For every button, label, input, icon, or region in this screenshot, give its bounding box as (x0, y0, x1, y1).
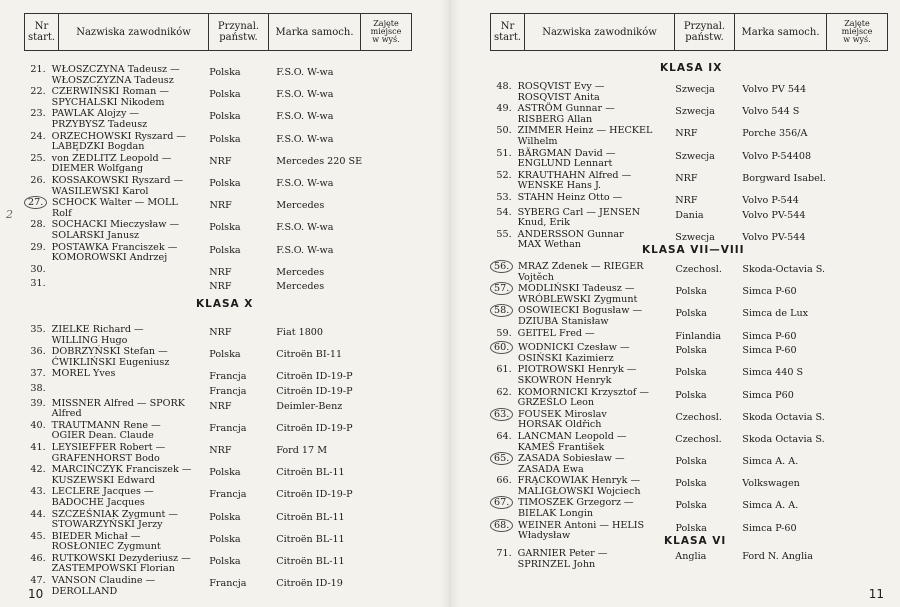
entries-list (24, 65, 424, 294)
start-number: 63. (490, 408, 513, 421)
car-make: Citroën BL-11 (276, 555, 345, 567)
country: NRF (209, 266, 232, 278)
start-number: 43. (30, 486, 46, 498)
car-make: Volkswagen (742, 478, 800, 490)
driver-name: GARNIER Peter — (517, 548, 608, 559)
entry-row (490, 149, 890, 170)
entry-row (490, 343, 890, 364)
start-number: 40. (30, 419, 46, 431)
country: Szwecja (675, 150, 715, 162)
entry-row (24, 132, 424, 153)
driver-name: GEITEL Fred — (517, 327, 595, 339)
start-number: 58. (490, 304, 513, 317)
entry-row (490, 410, 890, 431)
driver-name: BADOCHE Jacques (51, 496, 145, 508)
country: Polska (209, 533, 241, 545)
country: Francja (209, 371, 247, 383)
country: Polska (209, 111, 241, 123)
country: Polska (209, 67, 241, 78)
entry-row (24, 176, 424, 197)
driver-name: WRÓBLEWSKI Zygmunt (518, 293, 638, 305)
start-number: 26. (30, 174, 46, 186)
car-make: F.S.O. W-wa (276, 244, 334, 256)
driver-name: DOBRZYŃSKI Stefan — (51, 346, 168, 358)
entry-row (24, 87, 424, 108)
country: Szwecja (675, 106, 715, 118)
start-number: 60. (490, 341, 513, 354)
driver-name: WEINER Antoni — HELIS (518, 519, 645, 531)
start-number: 39. (30, 397, 46, 409)
driver-name: TRAUTMANN Rene — (51, 419, 161, 431)
entry-row (490, 476, 890, 497)
entry-row (490, 104, 890, 125)
entry-row (24, 465, 424, 486)
start-number: 59. (496, 327, 512, 339)
driver-name: MALIGŁOWSKI Wojciech (517, 485, 641, 497)
entry-row (490, 498, 890, 519)
driver-name: LABĘDZKI Bogdan (51, 141, 145, 153)
driver-name: KRAUTHAHN Alfred — (517, 169, 632, 181)
start-number: 71. (496, 548, 512, 559)
start-number: 50. (496, 125, 512, 137)
car-make: Simca P-60 (742, 286, 797, 298)
car-make: Volvo PV-544 (742, 209, 806, 221)
start-number: 57. (490, 282, 513, 295)
driver-name: Vojtěch (518, 271, 554, 283)
entry-row (24, 65, 424, 86)
driver-name: WASILEWSKI Karol (51, 185, 149, 197)
driver-name: Alfred (51, 408, 82, 420)
header-place: Zajęte miejsce w wyś. (841, 19, 873, 44)
car-make: Volvo P-544 (742, 194, 799, 206)
car-make: Deimler-Benz (276, 400, 343, 412)
entry-row (24, 576, 424, 597)
driver-name: SYBERG Carl — JENSEN (517, 206, 641, 218)
driver-name: ZASADA Sobiesław — (518, 453, 625, 465)
driver-name: FRĄCKOWIAK Henryk — (517, 475, 641, 487)
country: Polska (209, 89, 241, 101)
start-number: 30. (30, 263, 46, 275)
header-country: Przynal. państw. (217, 21, 260, 43)
table-header (490, 13, 888, 51)
driver-name: POSTAWKA Franciszek — (51, 241, 178, 253)
car-make: F.S.O. W-wa (276, 177, 334, 189)
start-number: 66. (496, 475, 512, 487)
start-number: 55. (496, 228, 512, 240)
country: NRF (209, 327, 232, 338)
start-number: 62. (496, 386, 512, 398)
driver-name: KOMORNICKI Krzysztof — (517, 386, 649, 398)
class-heading: KLASA X (196, 298, 254, 310)
country: Polska (675, 389, 707, 401)
car-make: Simca P-60 (742, 330, 797, 342)
car-make: Mercedes (276, 200, 325, 212)
entry-row (24, 399, 424, 420)
driver-name: DEROLLAND (51, 585, 118, 597)
car-make: Citroën BL-11 (276, 467, 345, 479)
driver-name: SZCZEŚNIAK Zygmunt — (51, 508, 179, 520)
entries-list (490, 549, 890, 571)
car-make: Volvo PV-544 (742, 231, 806, 243)
driver-name: von ZEDLITZ Leopold — (51, 152, 172, 164)
driver-name: OSOWIECKI Bogusław — (518, 305, 643, 317)
driver-name: SPRINZEL John (517, 558, 596, 570)
driver-name: DZIUBA Stanisław (518, 315, 609, 327)
driver-name: Knud, Erik (517, 217, 570, 229)
driver-name: ĆWIKLIŃSKI Eugeniusz (51, 356, 170, 368)
country: Francja (209, 489, 247, 501)
country: Finlandia (675, 330, 722, 342)
car-make: Simca A. A. (742, 456, 799, 468)
class-heading: KLASA IX (660, 62, 723, 74)
driver-name: ORZECHOWSKI Ryszard — (51, 130, 186, 142)
start-number: 35. (30, 324, 46, 335)
driver-name: HORSAK Oldřich (518, 419, 602, 431)
car-make: Citroën ID-19-P (276, 422, 353, 434)
entry-row (24, 220, 424, 241)
start-number: 49. (496, 103, 512, 115)
car-make: F.S.O. W-wa (276, 133, 334, 145)
driver-name: MODLIŃSKI Tadeusz — (518, 283, 635, 295)
country: Polska (209, 244, 241, 256)
car-make: Skoda Octavia S. (742, 411, 825, 423)
start-number: 21. (30, 64, 46, 75)
start-number: 42. (30, 464, 46, 476)
margin-mark: 2 (6, 208, 13, 221)
driver-name: KAMEŠ František (517, 441, 605, 453)
car-make: Citroën ID-19 (276, 578, 343, 590)
start-number: 38. (30, 382, 46, 394)
car-make: Citroën BL-11 (276, 533, 345, 545)
entry-row (24, 443, 424, 464)
country: Czechosl. (675, 264, 722, 275)
country: Polska (675, 345, 707, 357)
header-car: Marka samoch. (741, 26, 820, 38)
entry-row (24, 347, 424, 368)
driver-name: SCHOCK Walter — MOLL (52, 197, 178, 209)
car-make: F.S.O. W-wa (276, 67, 334, 78)
car-make: Mercedes (276, 266, 325, 278)
start-number: 28. (30, 219, 46, 231)
start-number: 56. (490, 260, 513, 273)
car-make: F.S.O. W-wa (276, 111, 334, 123)
driver-name: DIEMER Wolfgang (51, 163, 144, 175)
driver-name (52, 265, 210, 276)
driver-name: SOCHACKI Mieczysław — (51, 219, 180, 231)
car-make: Volvo 544 S (742, 106, 800, 118)
driver-name: Władysław (518, 530, 571, 542)
start-number: 48. (496, 81, 512, 92)
driver-name: KUSZEWSKI Edward (51, 474, 156, 486)
car-make: Citroën BI-11 (276, 349, 343, 361)
car-make: Volvo P-54408 (742, 150, 812, 162)
car-make: Citroën BL-11 (276, 511, 345, 523)
country: Polska (209, 222, 241, 234)
country: Czechosl. (675, 411, 722, 423)
country: Francja (209, 578, 247, 590)
driver-name: OGIER Dean. Claude (51, 430, 154, 442)
start-number: 37. (30, 368, 46, 380)
car-make: Citroën ID-19-P (276, 371, 353, 383)
country: NRF (209, 200, 232, 212)
start-number: 29. (30, 241, 46, 253)
start-number: 51. (496, 147, 512, 159)
start-number: 47. (30, 575, 46, 587)
country: NRF (209, 444, 232, 456)
entry-row (490, 365, 890, 386)
car-make: Simca 440 S (742, 367, 804, 379)
country: Szwecja (675, 84, 715, 95)
entry-row (490, 549, 890, 570)
entry-row (24, 510, 424, 531)
entry-row (490, 306, 890, 327)
driver-name: RUTKOWSKI Dezyderiusz — (51, 552, 191, 564)
entry-row (24, 554, 424, 575)
driver-name: KOMOROWSKI Andrzej (51, 252, 168, 264)
car-make: Ford 17 M (276, 444, 328, 456)
driver-name: LANCMAN Leopold — (517, 430, 627, 442)
car-make: Mercedes (276, 281, 325, 293)
start-number: 41. (30, 441, 46, 453)
entry-row (24, 198, 424, 219)
driver-name: PAWLAK Alojzy — (51, 108, 140, 120)
country: Polska (209, 133, 241, 145)
country: Polska (675, 367, 707, 379)
page-number: 10 (28, 587, 44, 601)
header-nr: Nr start. (493, 21, 522, 43)
car-make: Citroën ID-19-P (276, 385, 353, 397)
country: Polska (675, 478, 707, 490)
country: Francja (209, 422, 247, 434)
country: NRF (209, 400, 232, 412)
header-nr: Nr start. (27, 21, 56, 43)
driver-name: MRAZ Zdenek — RIEGER (518, 261, 644, 272)
country: Dania (675, 209, 704, 221)
start-number: 46. (30, 552, 46, 564)
driver-name: Wilhelm (517, 135, 558, 147)
entry-row (490, 126, 890, 147)
country: NRF (675, 172, 698, 184)
car-make: Mercedes 220 SE (276, 155, 363, 167)
entry-row (24, 243, 424, 264)
right-page (452, 0, 900, 607)
entry-row (490, 284, 890, 305)
country: Polska (675, 308, 707, 320)
entry-row (490, 82, 890, 103)
entry-row (24, 154, 424, 175)
driver-name: CZERWIŃSKI Roman — (51, 86, 169, 98)
header-names: Nazwiska zawodników (76, 26, 191, 38)
driver-name: MARCIŃCZYK Franciszek — (51, 464, 192, 476)
class-heading: KLASA VII—VIII (642, 244, 745, 256)
driver-name: OSIŃSKI Kazimierz (518, 352, 614, 364)
start-number: 45. (30, 530, 46, 542)
driver-name: MOREL Yves (51, 368, 116, 380)
car-make: Borgward Isabel. (742, 172, 826, 184)
driver-name: STOWARZYŃSKI Jerzy (51, 519, 163, 531)
driver-name: ZIELKE Richard — (51, 324, 144, 335)
start-number: 65. (490, 452, 513, 465)
start-number: 67. (490, 496, 513, 509)
left-page (0, 0, 448, 607)
start-number: 27. (24, 196, 47, 209)
driver-name: ROSQVIST Anita (517, 91, 600, 103)
car-make: Simca A. A. (742, 500, 799, 512)
entry-row (490, 432, 890, 453)
country: NRF (675, 194, 698, 206)
entries-list (24, 325, 424, 598)
start-number: 23. (30, 108, 46, 120)
country: Francja (209, 385, 247, 397)
driver-name: BIEDER Michał — (51, 530, 141, 542)
country: Polska (675, 456, 707, 468)
driver-name (52, 279, 210, 290)
country: Polska (675, 286, 707, 298)
entry-row (490, 454, 890, 475)
driver-name: PIOTROWSKI Henryk — (517, 364, 637, 376)
header-country: Przynal. państw. (683, 21, 726, 43)
country: Anglia (675, 551, 707, 562)
entry-row (490, 193, 890, 207)
driver-name: TIMOSZEK Grzegorz — (518, 497, 634, 509)
page-number: 11 (868, 587, 884, 601)
class-heading: KLASA VI (664, 535, 727, 547)
entry-row (24, 384, 424, 398)
driver-name: KOSSAKOWSKI Ryszard — (51, 174, 184, 186)
country: Polska (209, 467, 241, 479)
driver-name: WŁOSZCZYNA Tadeusz — (51, 64, 180, 75)
driver-name: ANDERSSON Gunnar (517, 228, 624, 240)
car-make: Fiat 1800 (276, 327, 324, 338)
car-make: Simca de Lux (742, 308, 809, 320)
table-header (24, 13, 412, 51)
entry-row (490, 262, 890, 283)
entry-row (490, 171, 890, 192)
start-number: 31. (30, 278, 46, 290)
start-number: 36. (30, 346, 46, 358)
header-place: Zajęte miejsce w wyś. (370, 19, 402, 44)
driver-name: WŁOSZCZYZNA Tadeusz (51, 74, 174, 86)
start-number: 64. (496, 430, 512, 442)
driver-name: VANSON Claudine — (51, 575, 156, 587)
entry-row (24, 325, 424, 346)
driver-name: SOLARSKI Janusz (51, 229, 140, 241)
driver-name: STAHN Heinz Otto — (517, 191, 623, 203)
car-make: Porche 356/A (742, 128, 808, 140)
driver-name: ENGLUND Lennart (517, 158, 613, 170)
entry-row (490, 208, 890, 229)
car-make: Citroën ID-19-P (276, 489, 353, 501)
driver-name: MISSNER Alfred — SPORK (51, 397, 185, 409)
start-number: 44. (30, 508, 46, 520)
driver-name: WODNICKI Czesław — (518, 342, 630, 354)
entry-row (24, 487, 424, 508)
driver-name: MAX Wethan (517, 239, 581, 251)
country: NRF (209, 281, 232, 293)
entry-row (24, 265, 424, 279)
driver-name: ROSŁONIEC Zygmunt (51, 541, 161, 553)
country: Polska (209, 555, 241, 567)
country: Polska (675, 500, 707, 512)
entry-row (24, 109, 424, 130)
driver-name (52, 384, 210, 395)
car-make: Simca P-60 (742, 345, 797, 357)
driver-name: FOUSEK Miroslav (518, 408, 607, 420)
car-make: F.S.O. W-wa (276, 89, 334, 101)
driver-name: GRZEŚLO Leon (517, 397, 595, 409)
entry-row (24, 421, 424, 442)
country: Szwecja (675, 231, 715, 243)
header-car: Marka samoch. (275, 26, 354, 38)
header-names: Nazwiska zawodników (542, 26, 657, 38)
driver-name: Rolf (52, 207, 72, 219)
driver-name: LEYSIEFFER Robert — (51, 441, 166, 453)
entry-row (24, 532, 424, 553)
driver-name: ZASADA Ewa (518, 463, 584, 475)
car-make: Skoda-Octavia S. (742, 264, 825, 275)
driver-name: ZASTEMPOWSKI Florian (51, 563, 175, 575)
driver-name: PRZYBYSZ Tadeusz (51, 118, 148, 130)
entry-row (490, 329, 890, 343)
country: NRF (209, 155, 232, 167)
entries-list (490, 262, 890, 543)
driver-name: WENSKE Hans J. (517, 180, 602, 192)
country: NRF (675, 128, 698, 140)
driver-name: GRAFENHORST Bodo (51, 452, 160, 464)
driver-name: ZIMMER Heinz — HECKEL (517, 125, 653, 137)
country: Polska (675, 522, 707, 534)
start-number: 25. (30, 152, 46, 164)
start-number: 52. (496, 169, 512, 181)
start-number: 54. (496, 206, 512, 218)
entries-list (490, 82, 890, 252)
driver-name: BÄRGMAN David — (517, 147, 616, 159)
start-number: 68. (490, 519, 513, 532)
car-make: Skoda Octavia S. (742, 433, 825, 445)
driver-name: SKOWRON Henryk (517, 374, 612, 386)
car-make: Ford N. Anglia (742, 551, 813, 562)
start-number: 61. (496, 364, 512, 376)
driver-name: ASTRÖM Gunnar — (517, 103, 615, 115)
driver-name: BIELAK Longin (518, 508, 594, 520)
driver-name: LECLERE Jacques — (51, 486, 154, 498)
country: Polska (209, 177, 241, 189)
driver-name: ROSQVIST Evy — (517, 81, 605, 92)
country: Czechosl. (675, 433, 722, 445)
start-number: 53. (496, 191, 512, 203)
entry-row (24, 279, 424, 293)
car-make: Simca P-60 (742, 522, 797, 534)
entry-row (24, 369, 424, 383)
country: Polska (209, 511, 241, 523)
car-make: Volvo PV 544 (742, 84, 807, 95)
start-number: 24. (30, 130, 46, 142)
driver-name: SPYCHALSKI Nikodem (51, 96, 165, 108)
driver-name: WILLING Hugo (51, 334, 128, 346)
entry-row (490, 388, 890, 409)
driver-name: RISBERG Allan (517, 113, 593, 125)
car-make: Simca P60 (742, 389, 794, 401)
country: Polska (209, 349, 241, 361)
car-make: F.S.O. W-wa (276, 222, 334, 234)
start-number: 22. (30, 86, 46, 98)
